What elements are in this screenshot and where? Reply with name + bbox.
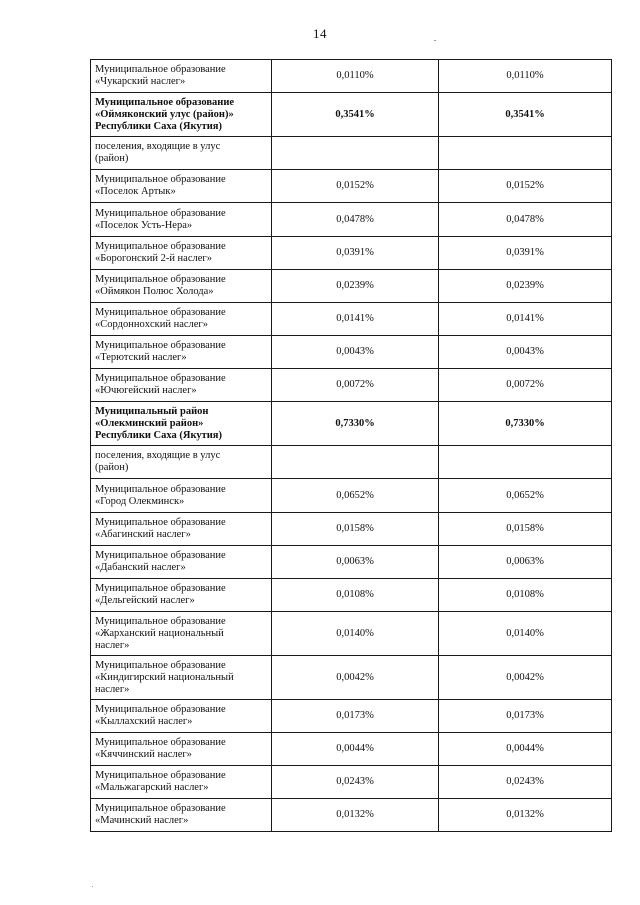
- entity-name-line: «Дельгейский наслег»: [95, 595, 195, 606]
- table-row: [91, 93, 612, 137]
- entity-name-line: Муниципальное образование: [95, 517, 226, 528]
- entity-name-cell: [91, 656, 272, 700]
- entity-name-line: «Оймяконский улус (район)»: [95, 108, 234, 120]
- share-value-cell: 0,0243%: [272, 766, 439, 799]
- entity-name-line: Муниципальное образование: [95, 583, 226, 594]
- entity-name-cell: [91, 170, 272, 203]
- share-value-cell-2: 0,3541%: [439, 93, 612, 137]
- share-value-cell: 0,0140%: [272, 612, 439, 656]
- entity-name-line: «Чукарский наслег»: [95, 76, 186, 87]
- entity-name-line: наслег»: [95, 683, 130, 695]
- entity-name-cell: [91, 479, 272, 513]
- entity-name-line: Муниципальное образование: [95, 96, 235, 108]
- entity-name-cell: [91, 733, 272, 766]
- entity-name-line: Муниципальное образование: [95, 770, 226, 781]
- entity-name-line: (район): [95, 462, 129, 473]
- entity-name-cell: [91, 546, 272, 579]
- entity-name-cell: [91, 270, 272, 303]
- share-value-cell: 0,0478%: [272, 203, 439, 237]
- share-value-cell-2: 0,7330%: [439, 402, 612, 446]
- share-value-cell-2: 0,0478%: [439, 203, 612, 237]
- table-row: [91, 60, 612, 93]
- table-row: [91, 336, 612, 369]
- entity-name-cell: [91, 60, 272, 93]
- share-value-cell-2: 0,0391%: [439, 237, 612, 270]
- entity-name-line: Муниципальное образование: [95, 550, 226, 561]
- table-row: [91, 203, 612, 237]
- entity-name-cell: [91, 336, 272, 369]
- share-value-cell: 0,7330%: [272, 402, 439, 446]
- share-value-cell: 0,0043%: [272, 336, 439, 369]
- entity-name-line: «Терютский наслег»: [95, 352, 187, 363]
- entity-name-cell: [91, 369, 272, 402]
- entity-name-cell: [91, 612, 272, 656]
- table-row: [91, 799, 612, 832]
- entity-name-line: Муниципальное образование: [95, 274, 226, 285]
- entity-name-line: Муниципальное образование: [95, 174, 226, 185]
- share-value-cell: 0,0239%: [272, 270, 439, 303]
- share-value-cell-2: 0,0072%: [439, 369, 612, 402]
- share-value-cell-2: 0,0652%: [439, 479, 612, 513]
- entity-name-line: Муниципальное образование: [95, 704, 226, 715]
- share-value-cell-2: 0,0132%: [439, 799, 612, 832]
- table-row: [91, 479, 612, 513]
- share-value-cell-2: 0,0140%: [439, 612, 612, 656]
- entity-name-line: «Олекминский район»: [95, 417, 204, 429]
- entity-name-line: Муниципальное образование: [95, 737, 226, 748]
- share-value-cell-2: 0,0152%: [439, 170, 612, 203]
- entity-name-line: Республики Саха (Якутия): [95, 120, 222, 132]
- entity-name-line: Муниципальное образование: [95, 64, 226, 75]
- share-value-cell: 0,0152%: [272, 170, 439, 203]
- table-row: [91, 700, 612, 733]
- share-value-cell: 0,0132%: [272, 799, 439, 832]
- share-value-cell-2: 0,0141%: [439, 303, 612, 336]
- share-value-cell: 0,0044%: [272, 733, 439, 766]
- entity-name-cell: [91, 766, 272, 799]
- entity-name-cell: [91, 237, 272, 270]
- entity-name-line: Муниципальное образование: [95, 241, 226, 252]
- entity-name-line: «Сордонноxский наслег»: [95, 319, 208, 330]
- table-row: [91, 402, 612, 446]
- table-row: [91, 579, 612, 612]
- share-value-cell: [272, 137, 439, 170]
- share-value-cell: 0,0158%: [272, 513, 439, 546]
- share-value-cell-2: 0,0173%: [439, 700, 612, 733]
- share-value-cell-2: [439, 137, 612, 170]
- share-value-cell: 0,3541%: [272, 93, 439, 137]
- entity-name-line: (район): [95, 153, 129, 164]
- share-value-cell: 0,0063%: [272, 546, 439, 579]
- share-value-cell: 0,0110%: [272, 60, 439, 93]
- entity-name-cell: [91, 303, 272, 336]
- table-row: [91, 656, 612, 700]
- share-value-cell: [272, 446, 439, 479]
- entity-name-line: «Поселок Артык»: [95, 186, 176, 197]
- entity-name-cell: [91, 93, 272, 137]
- table-row: [91, 446, 612, 479]
- table-row: [91, 270, 612, 303]
- entity-name-line: «Жарханский национальный: [95, 627, 224, 639]
- entity-name-cell: [91, 700, 272, 733]
- entity-name-line: «Ючюгейский наслег»: [95, 385, 197, 396]
- entity-name-line: «Борогонский 2-й наслег»: [95, 253, 212, 264]
- share-value-cell-2: 0,0108%: [439, 579, 612, 612]
- entity-name-line: «Кяччинский наслег»: [95, 749, 192, 760]
- entity-name-line: Муниципальное образование: [95, 483, 226, 495]
- scan-speck: [92, 886, 93, 887]
- entity-name-line: Муниципальный район: [95, 405, 209, 417]
- entity-name-line: Муниципальное образование: [95, 207, 226, 219]
- entity-name-line: поселения, входящие в улус: [95, 141, 221, 152]
- table-row: [91, 237, 612, 270]
- table-row: [91, 766, 612, 799]
- entity-name-line: «Киндигирский национальный: [95, 671, 234, 683]
- table-row: [91, 170, 612, 203]
- share-value-cell-2: 0,0110%: [439, 60, 612, 93]
- share-value-cell: 0,0173%: [272, 700, 439, 733]
- entity-name-line: «Абагинский наслег»: [95, 529, 191, 540]
- entity-name-line: Муниципальное образование: [95, 615, 226, 627]
- entity-name-cell: [91, 203, 272, 237]
- share-value-cell-2: 0,0243%: [439, 766, 612, 799]
- entity-name-line: «Дабанский наслег»: [95, 562, 186, 573]
- entity-name-line: «Мачинский наслег»: [95, 815, 189, 826]
- entity-name-cell: [91, 402, 272, 446]
- share-value-cell: 0,0108%: [272, 579, 439, 612]
- share-value-cell-2: 0,0042%: [439, 656, 612, 700]
- share-value-cell-2: 0,0239%: [439, 270, 612, 303]
- entity-name-line: наслег»: [95, 639, 130, 651]
- table-body: [91, 60, 612, 832]
- entity-name-cell: [91, 446, 272, 479]
- entity-name-line: Муниципальное образование: [95, 340, 226, 351]
- entity-name-line: «Кыллахский наслег»: [95, 716, 193, 727]
- entity-name-line: «Поселок Усть-Нера»: [95, 219, 193, 231]
- share-value-cell-2: 0,0158%: [439, 513, 612, 546]
- entity-name-line: «Мальжагарский наслег»: [95, 782, 209, 793]
- page-number: 14: [313, 26, 327, 41]
- entity-name-line: «Оймякон Полюс Холода»: [95, 286, 214, 297]
- share-value-cell: 0,0391%: [272, 237, 439, 270]
- table-row: [91, 303, 612, 336]
- table-row: [91, 137, 612, 170]
- entity-name-line: «Город Олекминск»: [95, 495, 185, 507]
- allocation-table: [90, 59, 612, 832]
- entity-name-line: Республики Саха (Якутия): [95, 429, 222, 441]
- entity-name-line: Муниципальное образование: [95, 307, 226, 318]
- table-row: [91, 546, 612, 579]
- share-value-cell-2: 0,0044%: [439, 733, 612, 766]
- table-row: [91, 733, 612, 766]
- share-value-cell-2: 0,0063%: [439, 546, 612, 579]
- scan-speck: [434, 40, 436, 41]
- entity-name-line: Муниципальное образование: [95, 803, 226, 814]
- table-row: [91, 513, 612, 546]
- table-row: [91, 369, 612, 402]
- entity-name-cell: [91, 799, 272, 832]
- share-value-cell: 0,0141%: [272, 303, 439, 336]
- entity-name-line: Муниципальное образование: [95, 373, 226, 384]
- share-value-cell: 0,0652%: [272, 479, 439, 513]
- share-value-cell: 0,0072%: [272, 369, 439, 402]
- share-value-cell-2: [439, 446, 612, 479]
- entity-name-line: Муниципальное образование: [95, 659, 226, 671]
- entity-name-cell: [91, 137, 272, 170]
- entity-name-line: поселения, входящие в улус: [95, 450, 221, 461]
- table-row: [91, 612, 612, 656]
- entity-name-cell: [91, 513, 272, 546]
- share-value-cell: 0,0042%: [272, 656, 439, 700]
- share-value-cell-2: 0,0043%: [439, 336, 612, 369]
- entity-name-cell: [91, 579, 272, 612]
